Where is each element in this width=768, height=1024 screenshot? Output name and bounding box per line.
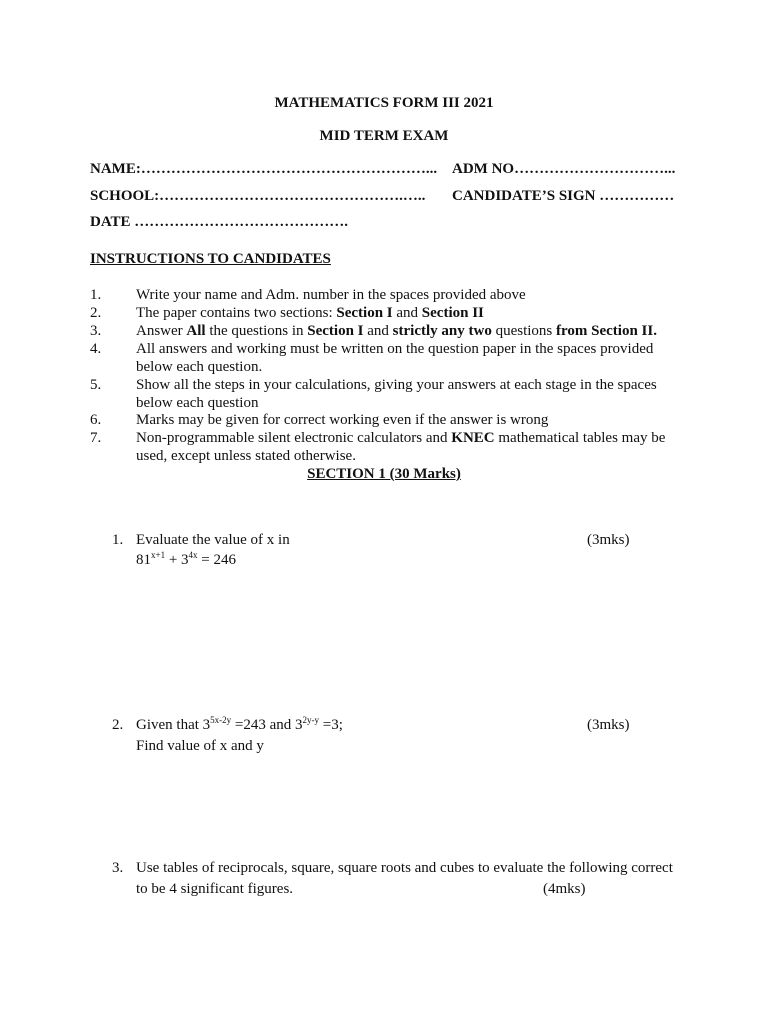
instruction-number: 6. — [90, 412, 102, 428]
instruction-number: 1. — [90, 287, 102, 303]
question-subtext: Find value of x and y — [136, 738, 264, 754]
exam-title: MATHEMATICS FORM III 2021 — [274, 95, 494, 111]
question-equation: $81^{x+1} + 3^{4x} = 246$ — [136, 550, 237, 568]
instruction-number: 4. — [90, 341, 102, 357]
question-number: 3. — [112, 860, 124, 876]
question-text: Use tables of reciprocals, square, square roots and cubes to evaluate the following correct — [136, 860, 673, 876]
instruction-text: Write your name and Adm. number in the spaces provided above — [136, 287, 526, 303]
instruction-text: Marks may be given for correct working even if the answer is wrong — [136, 412, 549, 428]
exam-subtitle: MID TERM EXAM — [319, 128, 449, 144]
question-number: 2. — [112, 717, 124, 733]
instruction-number: 2. — [90, 305, 102, 321]
question-text: Evaluate the value of x in — [136, 532, 290, 548]
instruction-number: 7. — [90, 430, 102, 446]
instructions-heading: INSTRUCTIONS TO CANDIDATES — [90, 251, 331, 267]
question-marks: (3mks) — [587, 717, 630, 733]
name-field: NAME:…………………………………………………... — [90, 161, 438, 177]
instruction-number: 3. — [90, 323, 102, 339]
question-text: Given that $3^{5x-2y} =243$ and $3^{2y-y} =3$; — [136, 715, 343, 733]
question-marks: (4mks) — [543, 881, 586, 897]
instruction-text: The paper contains two sections: Section I and Section II — [136, 305, 484, 321]
school-field: SCHOOL:………………………………………….….. — [90, 188, 426, 204]
instruction-text: All answers and working must be written on the question paper in the spaces provided below each question. — [136, 341, 654, 375]
question-marks: (3mks) — [587, 532, 630, 548]
section-heading: SECTION 1 (30 Marks) — [307, 466, 461, 482]
adm-no-field: ADM NO…………………………... — [452, 161, 676, 177]
date-field: DATE ……………………………………. — [90, 214, 349, 230]
question-subtext: to be 4 significant figures. — [136, 881, 294, 897]
instruction-number: 5. — [90, 377, 102, 393]
instruction-text: Non-programmable silent electronic calculators and KNEC mathematical tables may be used, except unless stated otherwise. — [136, 430, 666, 464]
question-number: 1. — [112, 532, 124, 548]
candidate-sign-field: CANDIDATE’S SIGN …………… — [452, 188, 675, 204]
instruction-text: Answer All the questions in Section I and strictly any two questions from Section II. — [136, 323, 657, 339]
instruction-text: Show all the steps in your calculations, giving your answers at each stage in the spaces below each question — [136, 377, 657, 411]
